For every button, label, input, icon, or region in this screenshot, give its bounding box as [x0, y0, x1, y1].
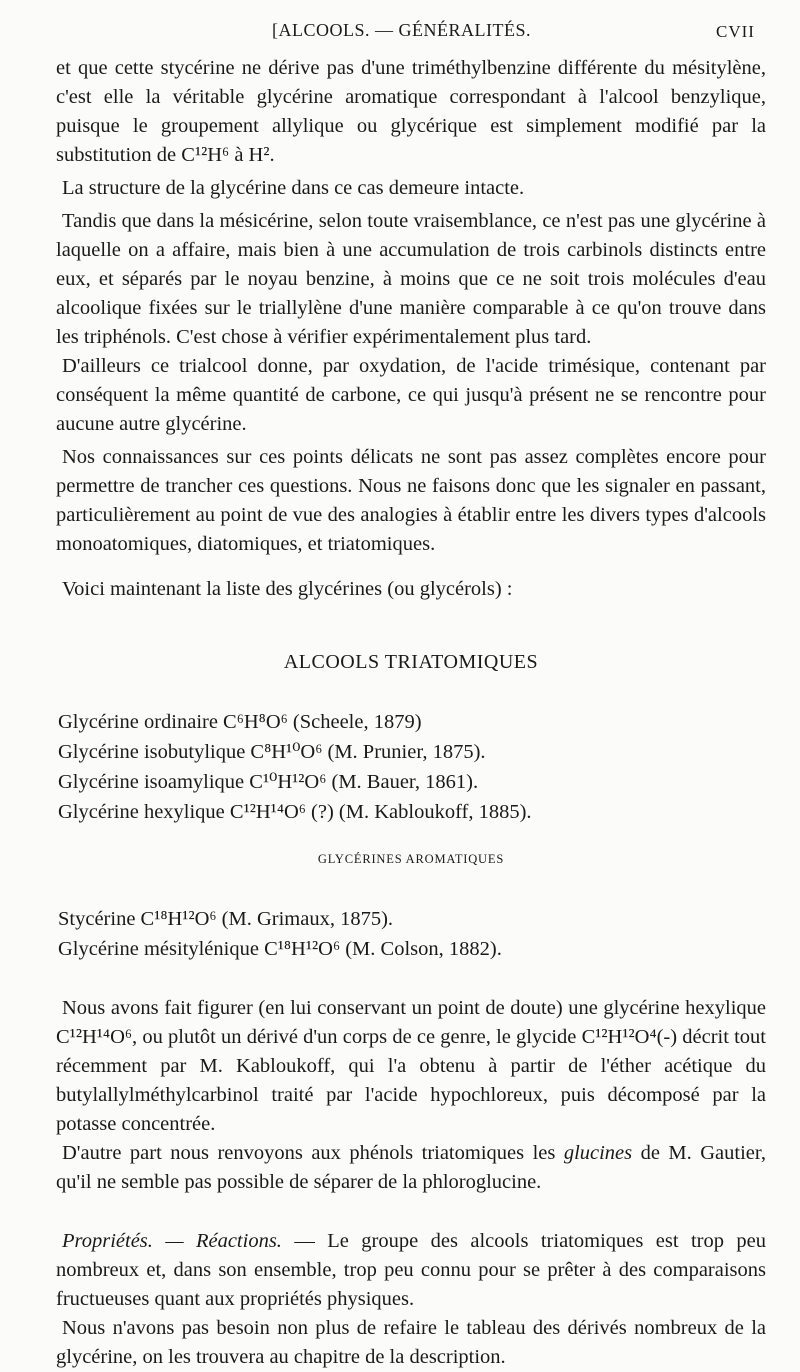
list-item: Glycérine isobutylique C⁸H¹⁰O⁶ (M. Prunier, 1875).	[58, 741, 486, 763]
paragraph: et que cette stycérine ne dérive pas d'une triméthylbenzine différente du mésitylène, c'est elle la véritable glycérine aromatique correspondant à l'alcool benzylique, puisque le groupement allylique ou glycérique est simplement modifié par la substitution de C¹²H⁶ à H².	[56, 57, 766, 166]
list-item: Stycérine C¹⁸H¹²O⁶ (M. Grimaux, 1875).	[58, 908, 394, 930]
paragraph: La structure de la glycérine dans ce cas demeure intacte.	[62, 177, 525, 199]
paragraph: Voici maintenant la liste des glycérines (ou glycérols) :	[62, 578, 513, 600]
list-item: Glycérine hexylique C¹²H¹⁴O⁶ (?) (M. Kabloukoff, 1885).	[58, 801, 532, 823]
paragraph	[56, 1139, 766, 1197]
paragraph: Nous avons fait figurer (en lui conservant un point de doute) une glycérine hexylique C¹²H¹⁴O⁶, ou plutôt un dérivé d'un corps de ce genre, le glycide C¹²H¹²O⁴(-) décrit tout récemment par M. Kabloukoff, qui l'a obtenu à partir de l'éther acétique du butylallylméthylcarbinol traité par l'acide hypochloreux, puis décomposé par la potasse concentrée.	[56, 997, 766, 1135]
paragraph-text: D'autre part nous renvoyons aux phénols triatomiques les	[62, 1142, 564, 1164]
paragraph-text: de M. Gautier, qu'il ne semble pas possible de séparer de la phloroglucine.	[56, 1142, 767, 1193]
list-item: Glycérine ordinaire C⁶H⁸O⁶ (Scheele, 1879)	[58, 711, 422, 733]
italic-run-in-heading: Propriétés. — Réactions.	[62, 1230, 282, 1252]
page-number: CVII	[716, 22, 755, 41]
paragraph: D'ailleurs ce trialcool donne, par oxydation, de l'acide trimésique, contenant par conséquent la même quantité de carbone, ce qui jusqu'à présent ne se rencontre pour aucune autre glycérine.	[56, 355, 766, 435]
paragraph: Nos connaissances sur ces points délicats ne sont pas assez complètes encore pour permettre de trancher ces questions. Nous ne faisons donc que les signaler en passant, particulièrement au point de vue des analogies à établir entre les divers types d'alcools monoatomiques, diatomiques, et triatomiques.	[56, 446, 766, 555]
running-head	[0, 14, 800, 42]
body-text	[56, 54, 766, 1372]
triatomic-list	[56, 707, 766, 827]
section-heading: ALCOOLS TRIATOMIQUES	[283, 651, 539, 673]
italic-term: glucines	[563, 1142, 633, 1164]
list-item: Glycérine isoamylique C¹⁰H¹²O⁶ (M. Bauer, 1861).	[58, 771, 479, 793]
paragraph: Tandis que dans la mésicérine, selon toute vraisemblance, ce n'est pas une glycérine à laquelle on a affaire, mais bien à une accumulation de trois carbinols distincts entre eux, et séparés par le noyau benzine, à moins que ce ne soit trois molécules d'eau alcoolique fixées sur le triallylène d'une manière comparable à ce qu'on trouve dans les triphénols. C'est chose à vérifier expérimentalement plus tard.	[56, 210, 766, 348]
paragraph-text: — Le groupe des alcools triatomiques est trop peu nombreux et, dans son ensemble, trop peu connu pour se prêter à des comparaisons fructueuses quant aux propriétés physiques.	[56, 1230, 766, 1310]
paragraph: Nous n'avons pas besoin non plus de refaire le tableau des dérivés nombreux de la glycérine, on les trouvera au chapitre de la description.	[56, 1317, 766, 1368]
subsection-heading: GLYCÉRINES AROMATIQUES	[317, 852, 505, 866]
running-head-title: [ALCOOLS. — GÉNÉRALITÉS.	[272, 20, 531, 40]
list-item: Glycérine mésitylénique C¹⁸H¹²O⁶ (M. Colson, 1882).	[58, 938, 502, 960]
paragraph	[56, 1227, 766, 1314]
aromatic-list	[56, 904, 766, 964]
